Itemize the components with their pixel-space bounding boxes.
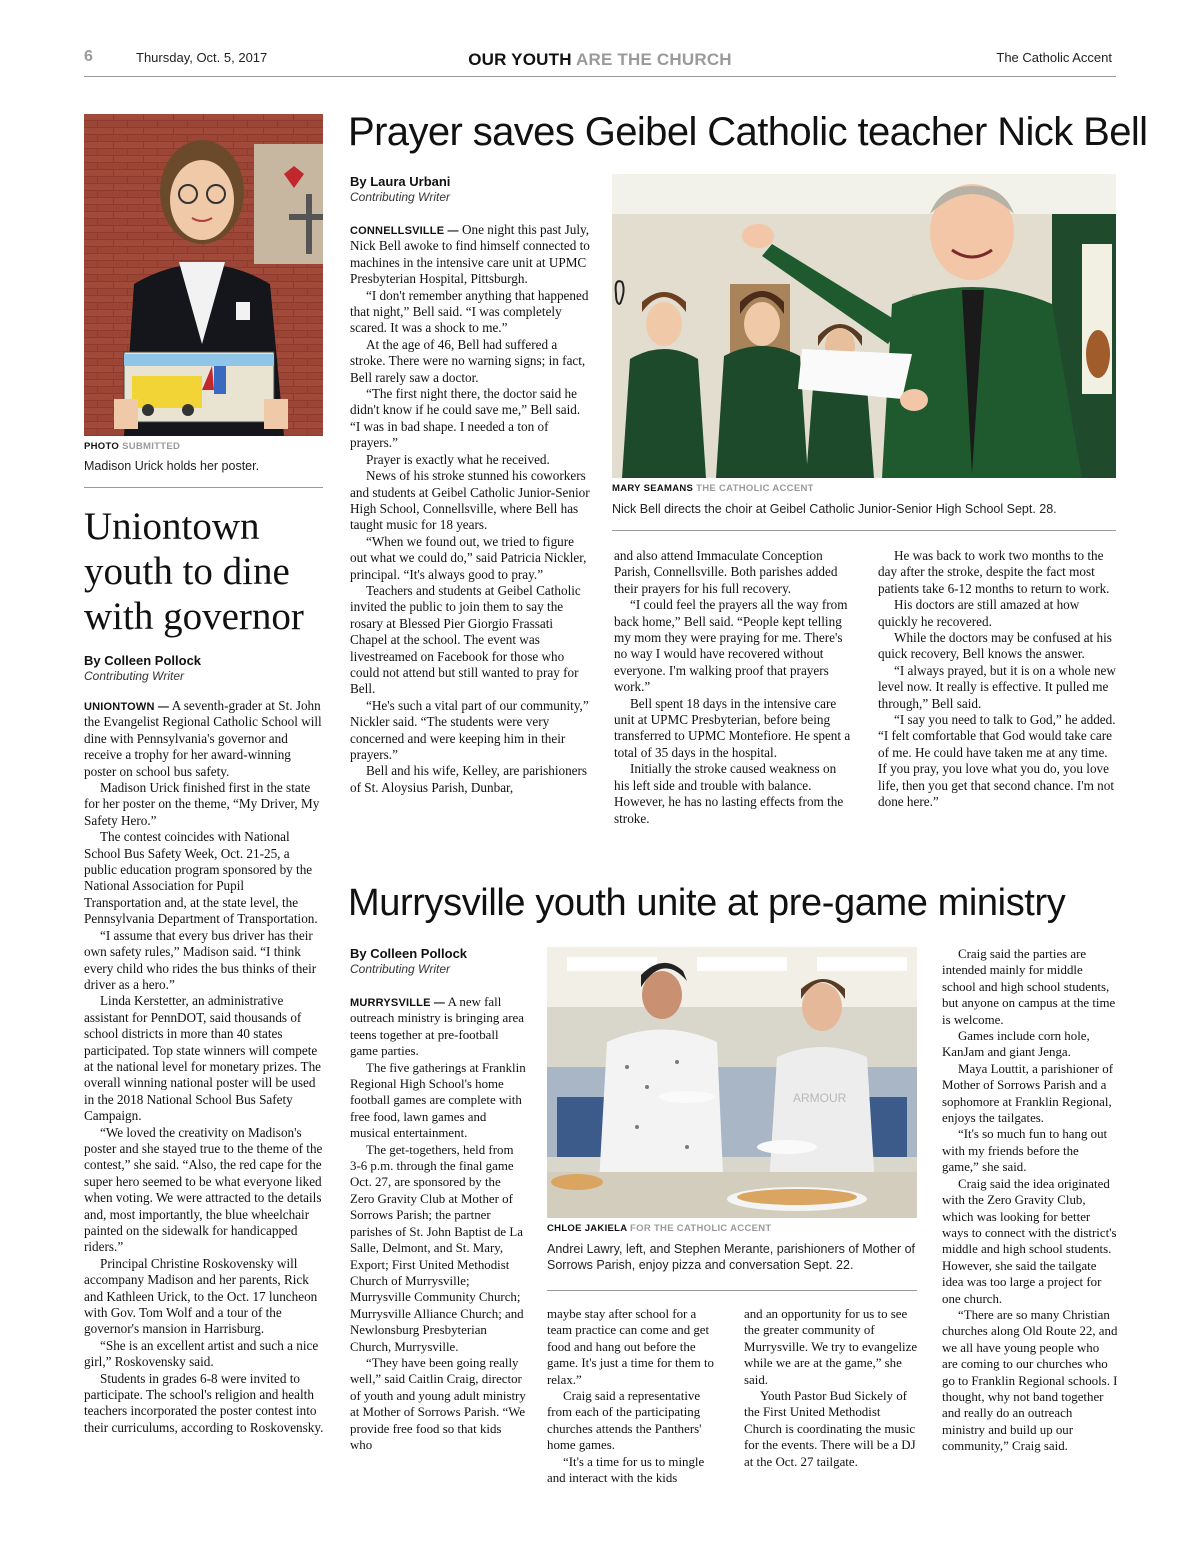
uniontown-dateline: UNIONTOWN — bbox=[84, 701, 170, 713]
murrysville-caption-rule bbox=[547, 1290, 917, 1291]
issue-date: Thursday, Oct. 5, 2017 bbox=[136, 50, 268, 65]
murrysville-photo-credit-org: FOR THE CATHOLIC ACCENT bbox=[630, 1223, 772, 1234]
bell-photo-caption: Nick Bell directs the choir at Geibel Catholic Junior-Senior High School Sept. 28. bbox=[612, 502, 1057, 516]
section-title-part2: ARE THE CHURCH bbox=[575, 50, 732, 69]
murrysville-col4-paragraph-6: “There are so many Christian churches along Old Route 22, and we all have young people who are coming to our churches who go to Franklin Regional schools. I thought, why not band together and really do an outreach ministry and build up our community,” Craig said. bbox=[942, 1307, 1118, 1454]
murrysville-col4-paragraph-2: Games include corn hole, KanJam and giant Jenga. bbox=[942, 1029, 1090, 1060]
bell-paragraph-6: News of his stroke stunned his coworkers and students at Geibel Catholic Junior-Senior High School, Connellsville, where Bell has taught music for 18 years. bbox=[350, 468, 590, 533]
madison-photo-credit-source: SUBMITTED bbox=[122, 441, 181, 452]
murrysville-paragraph-4: “They have been going really well,” said Caitlin Craig, director of youth and young adult ministry at Mother of Sorrows Parish. “We provide free food so that kids who bbox=[350, 1355, 526, 1452]
murrysville-col3-paragraph-1: and an opportunity for us to see the greater community of Murrysville. We try to evangelize while we are at the game,” she said. bbox=[744, 1307, 918, 1387]
nick-bell-choir-photo-art bbox=[612, 174, 1116, 478]
bell-paragraph-7: “When we found out, we tried to figure out what we could do,” said Patricia Nickler, principal. “It's always good to pray.” bbox=[350, 533, 587, 582]
uniontown-paragraph-2: Madison Urick finished first in the state for her poster on the theme, “My Driver, My Safety Hero.” bbox=[84, 780, 320, 828]
uniontown-paragraph-6: “We loved the creativity on Madison's poster and she stayed true to the theme of the contest,” she said. “Also, the red cape for the super hero seemed to be what everyone liked when voting. We were attracted to the details and, most importantly, the blue wheelchair painted on the sidewalk for handicapped riders.” bbox=[84, 1124, 323, 1255]
bell-col3-paragraph-1: He was back to work two months to the day after the stroke, despite the fact most patients take 6-12 months to return to work. bbox=[878, 548, 1110, 596]
murrysville-col4-paragraph-1: Craig said the parties are intended mainly for middle school and high school students, but anyone on campus at the time is welcome. bbox=[942, 947, 1116, 1027]
murrysville-photo-credit bbox=[547, 1223, 772, 1234]
page-number: 6 bbox=[84, 48, 93, 65]
bell-body-col2 bbox=[614, 548, 854, 864]
murrysville-byline-role: Contributing Writer bbox=[350, 962, 451, 976]
bell-body-col3 bbox=[878, 548, 1116, 864]
madison-photo-credit bbox=[84, 441, 180, 452]
uniontown-paragraph-1-text: A seventh-grader at St. John the Evangelist Regional Catholic School will dine with Pennsylvania's governor and receive a trophy for her award-winning poster on school bus safety. bbox=[84, 698, 322, 779]
murrysville-col4-paragraph-4: “It's so much fun to hang out with my friends before the game,” she said. bbox=[942, 1127, 1108, 1175]
madison-caption-rule bbox=[84, 487, 323, 488]
uniontown-paragraph-4: “I assume that every bus driver has their own safety rules,” Madison said. “I think every child who rides the bus thinks of their driver as a hero.” bbox=[84, 927, 317, 992]
bell-byline: By Laura Urbani bbox=[350, 174, 451, 189]
madison-photo-caption: Madison Urick holds her poster. bbox=[84, 459, 260, 473]
uniontown-paragraph-1 bbox=[84, 698, 324, 780]
uniontown-headline-line2: youth to dine bbox=[84, 550, 290, 593]
bell-body-col1 bbox=[350, 222, 590, 862]
murrysville-body-col3 bbox=[744, 1306, 920, 1496]
murrysville-headline: Murrysville youth unite at pre-game ministry bbox=[348, 882, 1066, 924]
murrysville-body-col2 bbox=[547, 1306, 723, 1496]
bell-caption-rule bbox=[612, 530, 1116, 531]
pizza-ministry-photo bbox=[547, 947, 917, 1218]
bell-paragraph-9: “He's such a vital part of our community,” Nickler said. “The students were very concerned and were keeping him in their prayers.” bbox=[350, 697, 589, 762]
uniontown-paragraph-3: The contest coincides with National School Bus Safety Week, Oct. 21-25, a public education program sponsored by the National Association for Pupil Transportation and, at the state level, the Pennsylvania Department of Transportation. bbox=[84, 829, 318, 927]
bell-paragraph-1 bbox=[350, 222, 590, 288]
uniontown-headline bbox=[84, 504, 329, 639]
murrysville-body-col1 bbox=[350, 994, 526, 1494]
murrysville-photo-credit-name: CHLOE JAKIELA bbox=[547, 1223, 628, 1234]
uniontown-paragraph-5: Linda Kerstetter, an administrative assistant for PennDOT, said thousands of school districts in more than 40 states participated. Top state winners will compete at the national level for monetary prizes. The overall winning national poster will be used in the 2018 National School Bus Safety Campaign. bbox=[84, 993, 322, 1124]
murrysville-body-col4 bbox=[942, 946, 1118, 1496]
murrysville-paragraph-1-text: A new fall outreach ministry is bringing area teens together at pre-football game parties. bbox=[350, 995, 524, 1059]
section-title-part1: OUR YOUTH bbox=[468, 50, 572, 69]
madison-photo-credit-label: PHOTO bbox=[84, 441, 120, 452]
bell-photo-credit-org: THE CATHOLIC ACCENT bbox=[696, 483, 814, 494]
pizza-ministry-photo-art bbox=[547, 947, 917, 1218]
murrysville-byline: By Colleen Pollock bbox=[350, 946, 468, 961]
uniontown-paragraph-7: Principal Christine Roskovensky will accompany Madison and her parents, Rick and Kathleen Urick, to the Oct. 17 luncheon with Gov. Tom Wolf and a tour of the governor's mansion in Harrisburg. bbox=[84, 1255, 318, 1337]
bell-col2-paragraph-1: and also attend Immaculate Conception Parish, Connellsville. Both parishes added their prayers for his full recovery. bbox=[614, 548, 838, 596]
murrysville-photo-caption: Andrei Lawry, left, and Stephen Merante, parishioners of Mother of Sorrows Parish, enjoy pizza and conversation Sept. 22. bbox=[547, 1242, 916, 1272]
bell-headline: Prayer saves Geibel Catholic teacher Nick Bell bbox=[348, 110, 1148, 154]
murrysville-col3-paragraph-2: Youth Pastor Bud Sickely of the First United Methodist Church is coordinating the music for the events. There will be a DJ at the Oct. 27 tailgate. bbox=[744, 1389, 916, 1469]
svg-text:ARMOUR: ARMOUR bbox=[793, 1091, 847, 1105]
madison-urick-photo bbox=[84, 114, 323, 436]
murrysville-col2-paragraph-1: maybe stay after school for a team practice can come and get food and hang out before the game. It's just a time for them to relax.” bbox=[547, 1307, 714, 1387]
uniontown-body bbox=[84, 698, 324, 1493]
publication-name: The Catholic Accent bbox=[996, 50, 1112, 65]
uniontown-headline-line3: with governor bbox=[84, 595, 304, 638]
murrysville-paragraph-1 bbox=[350, 994, 526, 1060]
bell-paragraph-10: Bell and his wife, Kelley, are parishioners of St. Aloysius Parish, Dunbar, bbox=[350, 763, 588, 795]
uniontown-byline: By Colleen Pollock bbox=[84, 653, 202, 668]
bell-photo-credit bbox=[612, 483, 814, 494]
madison-urick-photo-art bbox=[84, 114, 323, 436]
nick-bell-choir-photo bbox=[612, 174, 1116, 478]
uniontown-paragraph-8: “She is an excellent artist and such a nice girl,” Roskovensky said. bbox=[84, 1337, 319, 1370]
murrysville-col2-paragraph-3: “It's a time for us to mingle and interact with the kids bbox=[547, 1454, 705, 1486]
uniontown-headline-line1: Uniontown bbox=[84, 505, 260, 548]
bell-paragraph-5: Prayer is exactly what he received. bbox=[366, 451, 550, 467]
bell-photo-credit-name: MARY SEAMANS bbox=[612, 483, 694, 494]
bell-col3-paragraph-3: While the doctors may be confused at his quick recovery, Bell knows the answer. bbox=[878, 630, 1112, 662]
murrysville-dateline: MURRYSVILLE — bbox=[350, 997, 446, 1009]
murrysville-col4-paragraph-3: Maya Louttit, a parishioner of Mother of Sorrows Parish and a sophomore at Franklin Regional, enjoys the tailgates. bbox=[942, 1061, 1114, 1126]
bell-paragraph-2: “I don't remember anything that happened that night,” Bell said. “I was completely scared. It was a shock to me.” bbox=[350, 287, 589, 336]
murrysville-paragraph-3: The get-togethers, held from 3-6 p.m. through the final game Oct. 27, are sponsored by the Zero Gravity Club at Mother of Sorrows Parish; the partner parishes of St. John Baptist de La Salle, Delmont, and St. Mary, Export; First United Methodist Church of Murrysville; Murrysville Community Church; Murrysville Alliance Church; and Newlonsburg Presbyterian Church, Murrysville. bbox=[350, 1142, 524, 1354]
bell-col3-paragraph-4: “I always prayed, but it is on a whole new level now. It really is effective. It pulled me through,” Bell said. bbox=[878, 662, 1116, 711]
bell-col2-paragraph-3: Bell spent 18 days in the intensive care unit at UPMC Presbyterian, before being transferred to UPMC Montefiore. He spent a total of 35 days in the hospital. bbox=[614, 695, 851, 760]
bell-paragraph-8: Teachers and students at Geibel Catholic invited the public to join them to say the rosary at Blessed Pier Giorgio Frassati Chapel at the school. The event was livestreamed on Facebook for those who could not attend but still wanted to pray for Bell. bbox=[350, 582, 581, 697]
bell-col3-paragraph-5: “I say you need to talk to God,” he added. “I felt comfortable that God would take care of me. He could have taken me at any time. If you pray, you love what you do, you love life, then you get that second chance. I'm not done here.” bbox=[878, 712, 1116, 810]
murrysville-col4-paragraph-5: Craig said the idea originated with the Zero Gravity Club, which was looking for better ways to connect with the district's middle and high school students. However, she said the tailgate idea was too large a project for one church. bbox=[942, 1176, 1117, 1306]
bell-paragraph-4: “The first night there, the doctor said he didn't know if he could save me,” Bell said. “I was in bad shape. I needed a ton of prayers.” bbox=[350, 386, 581, 451]
bell-paragraph-1-text: One night this past July, Nick Bell awoke to find himself connected to machines in the intensive care unit at UPMC Presbyterian Hospital, Pittsburgh. bbox=[350, 222, 590, 287]
bell-col3-paragraph-2: His doctors are still amazed at how quickly he recovered. bbox=[878, 597, 1080, 629]
header-rule bbox=[84, 76, 1116, 77]
murrysville-paragraph-2: The five gatherings at Franklin Regional High School's home football games are complete with free food, lawn games and musical entertainment. bbox=[350, 1060, 526, 1141]
bell-paragraph-3: At the age of 46, Bell had suffered a stroke. There were no warning signs; in fact, Bell rarely saw a doctor. bbox=[350, 336, 586, 385]
bell-col2-paragraph-4: Initially the stroke caused weakness on his left side and trouble with balance. However, he has no lasting effects from the stroke. bbox=[614, 761, 844, 826]
bell-col2-paragraph-2: “I could feel the prayers all the way from back home,” Bell said. “People kept telling my mom they were praying for me. There's no way I would have recovered without everyone. I'm walking proof that prayers work.” bbox=[614, 597, 848, 695]
uniontown-byline-role: Contributing Writer bbox=[84, 669, 185, 683]
murrysville-col2-paragraph-2: Craig said a representative from each of the participating churches attends the Panthers' home games. bbox=[547, 1389, 702, 1453]
uniontown-paragraph-9: Students in grades 6-8 were invited to participate. The school's religion and health teachers incorporated the poster contest into their curriculums, according to Roskovensky. bbox=[84, 1370, 324, 1435]
bell-byline-role: Contributing Writer bbox=[350, 190, 451, 204]
bell-dateline: CONNELLSVILLE — bbox=[350, 225, 459, 237]
